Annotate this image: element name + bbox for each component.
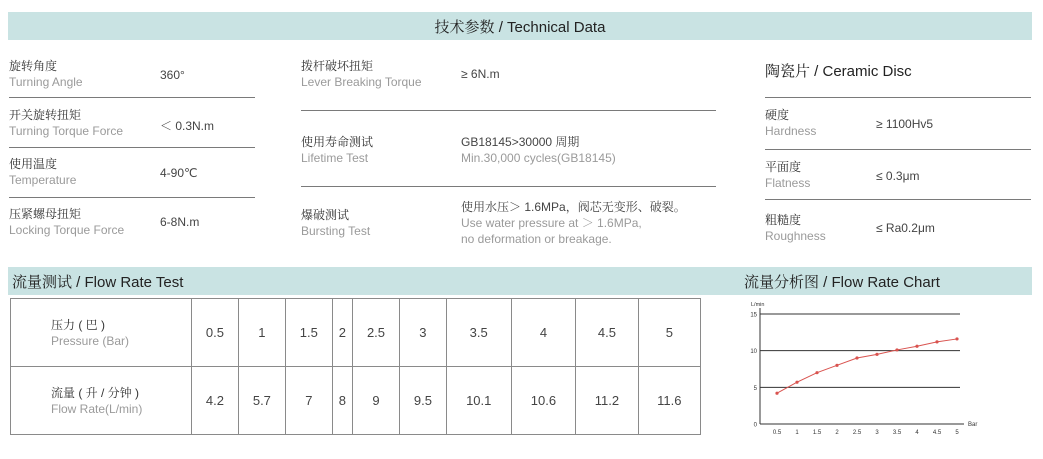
spec-label-en: Hardness <box>765 124 817 138</box>
data-point <box>895 348 898 351</box>
spec-value: ≤ 0.3μm <box>876 169 920 183</box>
spec-roughness <box>765 212 826 244</box>
pressure-cell: 4.5 <box>576 299 638 367</box>
spec-turning-angle <box>9 58 83 90</box>
spec-value: 4-90℃ <box>160 166 198 180</box>
spec-hardness <box>765 107 816 139</box>
spec-flatness <box>765 159 810 191</box>
divider <box>9 97 255 98</box>
spec-lifetime-test <box>301 134 373 166</box>
technical-data-title: 技术参数 / Technical Data <box>434 18 606 36</box>
spec-label-en: Turning Angle <box>9 75 83 89</box>
x-tick-label: 4 <box>915 430 919 436</box>
data-point <box>915 345 918 348</box>
spec-lever-breaking-torque <box>301 58 422 90</box>
data-point <box>855 356 858 359</box>
spec-label-zh: 爆破测试 <box>301 208 350 222</box>
spec-label-zh: 拨杆破坏扭矩 <box>301 59 374 73</box>
spec-bursting-test <box>301 207 370 239</box>
spec-label-en: Bursting Test <box>301 224 371 238</box>
spec-label-en: Temperature <box>9 173 77 187</box>
flow-cell: 5.7 <box>238 367 285 435</box>
flow-rate-chart <box>742 296 1002 436</box>
flow-cell: 9 <box>353 367 400 435</box>
spec-value-block <box>461 134 616 166</box>
spec-value: ＜ 0.3N.m <box>160 119 215 133</box>
spec-value-zh: 使用水压＞ 1.6MPa，阀芯无变形、破裂。 <box>461 200 686 214</box>
data-point <box>835 364 838 367</box>
flow-label-zh: 流量 ( 升 / 分钟 ) <box>51 385 139 400</box>
spec-value-en: Use water pressure at ＞ 1.6MPa, <box>461 216 642 230</box>
flow-label-en: Flow Rate(L/min) <box>51 401 143 416</box>
divider <box>301 110 716 111</box>
spec-value-en-line2: no deformation or breakage. <box>461 232 612 246</box>
spec-label-en: Roughness <box>765 229 826 243</box>
ceramic-disc-title: 陶瓷片 / Ceramic Disc <box>765 63 912 80</box>
x-axis-label: Bar <box>968 422 978 428</box>
spec-value: 6-8N.m <box>160 215 200 229</box>
flow-cell: 9.5 <box>399 367 446 435</box>
spec-temperature <box>9 156 76 188</box>
spec-value: ≥ 6N.m <box>461 67 500 81</box>
x-tick-label: 3.5 <box>892 430 902 436</box>
data-point <box>875 353 878 356</box>
y-tick-label: 15 <box>750 312 757 319</box>
flow-row <box>11 367 701 435</box>
spec-label-zh: 旋转角度 <box>9 59 58 73</box>
pressure-label-en: Pressure (Bar) <box>51 333 130 348</box>
flow-rate-test-title: 流量测试 / Flow Rate Test <box>12 273 184 291</box>
divider <box>765 199 1031 200</box>
flow-rate-header <box>8 267 1032 295</box>
spec-value-block <box>461 199 686 247</box>
x-tick-label: 3 <box>875 430 879 436</box>
flow-cell: 11.6 <box>638 367 700 435</box>
spec-label-zh: 平面度 <box>765 160 802 174</box>
spec-label-zh: 粗糙度 <box>765 213 802 227</box>
spec-label-zh: 硬度 <box>765 108 790 122</box>
spec-label-en: Turning Torque Force <box>9 124 124 138</box>
y-tick-label: 10 <box>750 349 757 356</box>
x-tick-label: 2 <box>835 430 839 436</box>
spec-value-zh: GB18145>30000 周期 <box>461 135 580 149</box>
series-line <box>777 339 957 393</box>
spec-value: ≥ 1100Hv5 <box>876 117 934 131</box>
pressure-cell: 0.5 <box>192 299 239 367</box>
pressure-row <box>11 299 701 367</box>
pressure-label-zh: 压力 ( 巴 ) <box>51 317 105 332</box>
technical-data-header <box>8 12 1032 40</box>
y-tick-label: 5 <box>753 385 757 392</box>
data-point <box>955 337 958 340</box>
pressure-cell: 2 <box>332 299 352 367</box>
divider <box>765 97 1031 98</box>
spec-label-zh: 使用温度 <box>9 157 58 171</box>
spec-label-zh: 开关旋转扭矩 <box>9 108 82 122</box>
pressure-cell: 3 <box>399 299 446 367</box>
divider <box>9 197 255 198</box>
data-point <box>795 381 798 384</box>
flow-cell: 7 <box>285 367 332 435</box>
flow-cell: 10.1 <box>446 367 511 435</box>
y-tick-label: 0 <box>753 422 757 429</box>
spec-label-zh: 使用寿命测试 <box>301 135 374 149</box>
data-point <box>815 371 818 374</box>
spec-value: ≤ Ra0.2μm <box>876 221 935 235</box>
flow-cell: 11.2 <box>576 367 638 435</box>
flow-rate-table <box>10 298 701 435</box>
flow-header <box>11 367 192 435</box>
data-point <box>775 392 778 395</box>
x-tick-label: 5 <box>955 430 959 436</box>
divider <box>9 147 255 148</box>
x-tick-label: 2.5 <box>852 430 862 436</box>
flow-cell: 4.2 <box>192 367 239 435</box>
data-point <box>935 340 938 343</box>
spec-locking-torque <box>9 206 124 238</box>
pressure-header <box>11 299 192 367</box>
pressure-cell: 1.5 <box>285 299 332 367</box>
pressure-cell: 4 <box>511 299 576 367</box>
flow-cell: 10.6 <box>511 367 576 435</box>
pressure-cell: 5 <box>638 299 700 367</box>
pressure-cell: 2.5 <box>353 299 400 367</box>
y-axis-label: L/min <box>751 302 765 308</box>
spec-label-zh: 压紧螺母扭矩 <box>9 207 82 221</box>
spec-value: 360° <box>160 68 185 82</box>
flow-cell: 8 <box>332 367 352 435</box>
spec-label-en: Flatness <box>765 176 811 190</box>
spec-value-en: Min.30,000 cycles(GB18145) <box>461 151 616 165</box>
spec-label-en: Lifetime Test <box>301 151 369 165</box>
x-tick-label: 4.5 <box>932 430 942 436</box>
spec-label-en: Lever Breaking Torque <box>301 75 422 89</box>
spec-turning-torque <box>9 107 123 139</box>
pressure-cell: 1 <box>238 299 285 367</box>
x-tick-label: 0.5 <box>772 430 782 436</box>
flow-rate-chart-title: 流量分析图 / Flow Rate Chart <box>744 273 940 291</box>
x-tick-label: 1.5 <box>812 430 822 436</box>
pressure-cell: 3.5 <box>446 299 511 367</box>
spec-label-en: Locking Torque Force <box>9 223 125 237</box>
x-tick-label: 1 <box>795 430 799 436</box>
divider <box>301 186 716 187</box>
divider <box>765 149 1031 150</box>
